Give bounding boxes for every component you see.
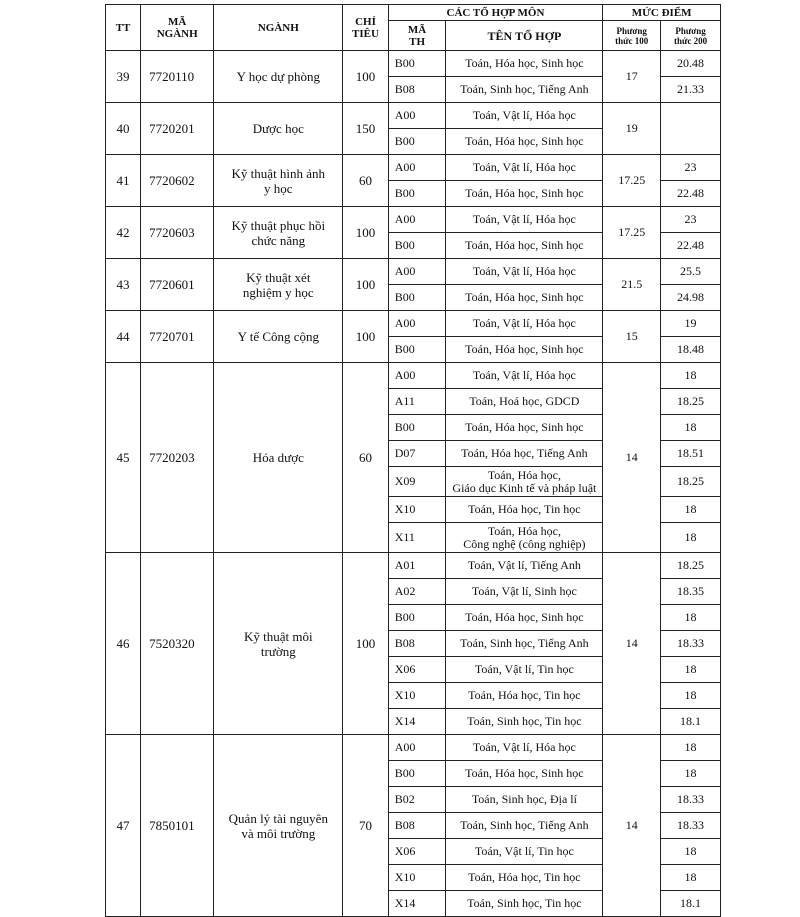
combo-name [446,389,603,415]
major-quota: 100 [343,51,388,103]
combo-code: B02 [388,787,446,813]
combo-name [446,285,603,311]
header-chi-tieu-line-2: TIÊU [352,27,379,40]
combo-name [446,155,603,181]
score-pt200: 20.48 [661,51,721,77]
header-muc-diem: MỨC ĐIỂM [603,5,721,21]
score-pt200: 19 [661,311,721,337]
combo-name-line: Toán, Hóa học, Sinh học [465,134,584,148]
score-pt100: 14 [603,363,661,553]
combo-code: B00 [388,285,446,311]
major-name [214,259,343,311]
header-ma-nganh-line-2: NGÀNH [156,27,198,40]
major-quota: 60 [343,155,388,207]
combo-name-line: Toán, Hóa học, [487,467,561,482]
major-name [214,103,343,155]
header-pt100-line-2: thức 100 [615,35,649,46]
major-code: 7720602 [141,155,214,207]
combo-code: A00 [388,207,446,233]
combo-name-line: Toán, Vật lí, Hóa học [472,212,576,226]
combo-code: X10 [388,683,446,709]
combo-name [446,467,603,497]
score-pt200: 18.25 [661,389,721,415]
header-ma-nganh [141,5,214,51]
score-pt200: 18 [661,839,721,865]
row-tt: 44 [106,311,141,363]
combo-name [446,233,603,259]
major-name-line: Kỹ thuật môi [244,628,313,644]
score-pt200: 18.48 [661,337,721,363]
major-quota: 150 [343,103,388,155]
table-row [106,735,721,761]
combo-name [446,553,603,579]
row-tt: 43 [106,259,141,311]
score-pt200: 18 [661,497,721,523]
combo-name-line: Toán, Vật lí, Hóa học [472,160,576,174]
score-pt200: 18.33 [661,813,721,839]
combo-name [446,311,603,337]
row-tt: 42 [106,207,141,259]
combo-code: B00 [388,337,446,363]
combo-code: A01 [388,553,446,579]
major-name [214,363,343,553]
major-name [214,155,343,207]
score-pt200: 18.1 [661,891,721,917]
combo-name [446,207,603,233]
header-ma-th [388,21,446,51]
major-code: 7720110 [141,51,214,103]
combo-name-line: Toán, Vật lí, Hóa học [472,264,576,278]
combo-code: A02 [388,579,446,605]
major-name-line: và môi trường [241,825,316,841]
combo-name-line: Toán, Hóa học, Tiếng Anh [461,446,588,460]
major-name-line: Dược học [252,121,304,136]
major-quota: 70 [343,735,388,917]
combo-name-line: Toán, Hóa học, Sinh học [465,766,584,780]
major-name-line: chức năng [251,232,306,248]
table-body [106,51,721,917]
combo-code: B00 [388,233,446,259]
combo-name [446,77,603,103]
score-pt100: 21.5 [603,259,661,311]
score-pt200: 18 [661,415,721,441]
combo-name-line: Toán, Vật lí, Hóa học [472,368,576,382]
combo-code: B00 [388,51,446,77]
combo-code: B08 [388,77,446,103]
major-code: 7850101 [141,735,214,917]
combo-code: X14 [388,891,446,917]
table-row [106,553,721,579]
combo-code: B00 [388,415,446,441]
combo-code: B00 [388,181,446,207]
header-row-1 [106,5,721,21]
combo-name [446,657,603,683]
combo-name [446,523,603,553]
header-pt200-line-2: thức 200 [673,35,708,46]
combo-name-line: Công nghệ (công nghiệp) [463,536,586,551]
major-name [214,553,343,735]
major-quota: 100 [343,311,388,363]
combo-name [446,363,603,389]
combo-name-line: Toán, Sinh học, Địa lí [471,792,577,806]
combo-code: X06 [388,657,446,683]
header-to-hop: CÁC TỔ HỢP MÔN [388,5,603,21]
combo-name-line: Toán, Hoá học, GDCD [469,394,580,408]
combo-code: A00 [388,311,446,337]
major-name-line: y học [264,180,293,196]
score-pt200: 18.35 [661,579,721,605]
combo-name [446,605,603,631]
score-pt200: 18 [661,735,721,761]
table-row [106,259,721,285]
major-name-line: Quản lý tài nguyên [228,810,328,826]
score-pt200: 22.48 [661,181,721,207]
table-row [106,103,721,129]
major-quota: 100 [343,259,388,311]
major-name-line: nghiệm y học [242,284,314,300]
combo-code: A00 [388,103,446,129]
header-nganh: NGÀNH [214,5,343,51]
combo-name-line: Giáo dục Kinh tế và pháp luật [452,480,597,495]
combo-code: B08 [388,631,446,657]
combo-code: A00 [388,259,446,285]
combo-code: X11 [388,523,446,553]
combo-name-line: Toán, Hóa học, Sinh học [465,56,584,70]
header-pt100-line-1: Phương [616,25,647,36]
table-row [106,51,721,77]
score-pt100: 17.25 [603,207,661,259]
combo-name [446,497,603,523]
combo-name [446,813,603,839]
major-code: 7520320 [141,553,214,735]
combo-code: X09 [388,467,446,497]
combo-name-line: Toán, Hóa học, Sinh học [465,342,584,356]
combo-name [446,51,603,77]
score-pt100: 14 [603,553,661,735]
score-pt200: 18.1 [661,709,721,735]
score-pt200: 18 [661,605,721,631]
major-name [214,311,343,363]
combo-name [446,181,603,207]
score-pt200-empty [661,103,721,155]
major-name-line: Y tế Công cộng [237,329,320,344]
combo-name-line: Toán, Sinh học, Tin học [467,714,582,728]
header-chi-tieu-line-1: CHỈ [355,15,376,28]
combo-name [446,259,603,285]
combo-name-line: Toán, Vật lí, Tiếng Anh [467,558,581,572]
combo-code: X10 [388,865,446,891]
header-ma-th-line-2: TH [409,35,426,48]
major-name-line: trường [260,643,296,659]
score-pt200: 18.33 [661,631,721,657]
major-name-line: Hóa dược [252,450,304,465]
header-ten-to-hop: TÊN TỔ HỢP [446,21,603,51]
score-pt200: 23 [661,155,721,181]
admission-score-table [105,4,721,917]
major-name-line: Y học dự phòng [236,69,321,84]
combo-name [446,735,603,761]
combo-code: X14 [388,709,446,735]
combo-name [446,441,603,467]
combo-name-line: Toán, Hóa học, Sinh học [465,420,584,434]
score-pt200: 18.51 [661,441,721,467]
row-tt: 46 [106,553,141,735]
score-pt200: 18 [661,363,721,389]
major-code: 7720701 [141,311,214,363]
major-code: 7720603 [141,207,214,259]
major-quota: 60 [343,363,388,553]
score-pt200: 18.25 [661,553,721,579]
row-tt: 47 [106,735,141,917]
combo-code: A11 [388,389,446,415]
score-pt200: 24.98 [661,285,721,311]
major-code: 7720201 [141,103,214,155]
header-pt200-line-1: Phương [675,25,706,36]
table-row [106,363,721,389]
combo-name [446,761,603,787]
row-tt: 40 [106,103,141,155]
score-pt200: 22.48 [661,233,721,259]
combo-code: X10 [388,497,446,523]
score-pt200: 18 [661,865,721,891]
combo-name [446,865,603,891]
combo-name-line: Toán, Vật lí, Hóa học [472,316,576,330]
combo-name-line: Toán, Vật lí, Hóa học [472,740,576,754]
major-name [214,207,343,259]
combo-name [446,839,603,865]
combo-code: A00 [388,363,446,389]
header-ma-nganh-line-1: MÃ [168,15,187,28]
major-name-line: Kỹ thuật xét [246,269,311,285]
combo-name-line: Toán, Sinh học, Tiếng Anh [460,82,589,96]
combo-code: B00 [388,605,446,631]
row-tt: 41 [106,155,141,207]
combo-name [446,891,603,917]
combo-code: B08 [388,813,446,839]
combo-name-line: Toán, Sinh học, Tiếng Anh [460,636,589,650]
score-pt100: 17.25 [603,155,661,207]
combo-name [446,579,603,605]
header-ma-th-line-1: MÃ [407,23,427,36]
combo-name [446,631,603,657]
major-quota: 100 [343,553,388,735]
header-pt100 [603,21,661,51]
combo-name-line: Toán, Vật lí, Tin học [474,662,574,676]
table-row [106,207,721,233]
combo-code: B00 [388,761,446,787]
combo-code: A00 [388,155,446,181]
combo-code: B00 [388,129,446,155]
combo-name [446,683,603,709]
score-pt200: 18.33 [661,787,721,813]
header-tt: TT [106,5,141,51]
score-pt200: 18 [661,657,721,683]
combo-name-line: Toán, Hóa học, [487,523,561,538]
score-pt100: 14 [603,735,661,917]
score-pt200: 18 [661,761,721,787]
score-pt100: 15 [603,311,661,363]
combo-name [446,103,603,129]
combo-name-line: Toán, Vật lí, Hóa học [472,108,576,122]
header-chi-tieu [343,5,388,51]
score-pt200: 23 [661,207,721,233]
score-pt100: 17 [603,51,661,103]
major-name [214,735,343,917]
table-row [106,155,721,181]
score-pt200: 18 [661,523,721,553]
score-pt100: 19 [603,103,661,155]
combo-name-line: Toán, Hóa học, Sinh học [465,238,584,252]
combo-name-line: Toán, Hóa học, Tin học [468,870,581,884]
row-tt: 39 [106,51,141,103]
major-name-line: Kỹ thuật hình ảnh [231,165,326,181]
combo-name-line: Toán, Hóa học, Sinh học [465,290,584,304]
combo-name-line: Toán, Hóa học, Sinh học [465,186,584,200]
score-pt200: 18 [661,683,721,709]
combo-name [446,415,603,441]
combo-name [446,129,603,155]
major-name-line: Kỹ thuật phục hồi [231,217,326,233]
header-pt200 [661,21,721,51]
combo-name-line: Toán, Hóa học, Tin học [468,688,581,702]
score-pt200: 18.25 [661,467,721,497]
major-name [214,51,343,103]
combo-name [446,337,603,363]
combo-name-line: Toán, Vật lí, Sinh học [471,584,577,598]
combo-name [446,787,603,813]
major-code: 7720203 [141,363,214,553]
combo-name [446,709,603,735]
row-tt: 45 [106,363,141,553]
table-row [106,311,721,337]
combo-name-line: Toán, Sinh học, Tin học [467,896,582,910]
combo-name-line: Toán, Hóa học, Tin học [468,502,581,516]
combo-code: D07 [388,441,446,467]
combo-name-line: Toán, Hóa học, Sinh học [465,610,584,624]
major-code: 7720601 [141,259,214,311]
score-pt200: 25.5 [661,259,721,285]
combo-name-line: Toán, Vật lí, Tin học [474,844,574,858]
combo-code: A00 [388,735,446,761]
combo-name-line: Toán, Sinh học, Tiếng Anh [460,818,589,832]
major-quota: 100 [343,207,388,259]
combo-code: X06 [388,839,446,865]
score-pt200: 21.33 [661,77,721,103]
